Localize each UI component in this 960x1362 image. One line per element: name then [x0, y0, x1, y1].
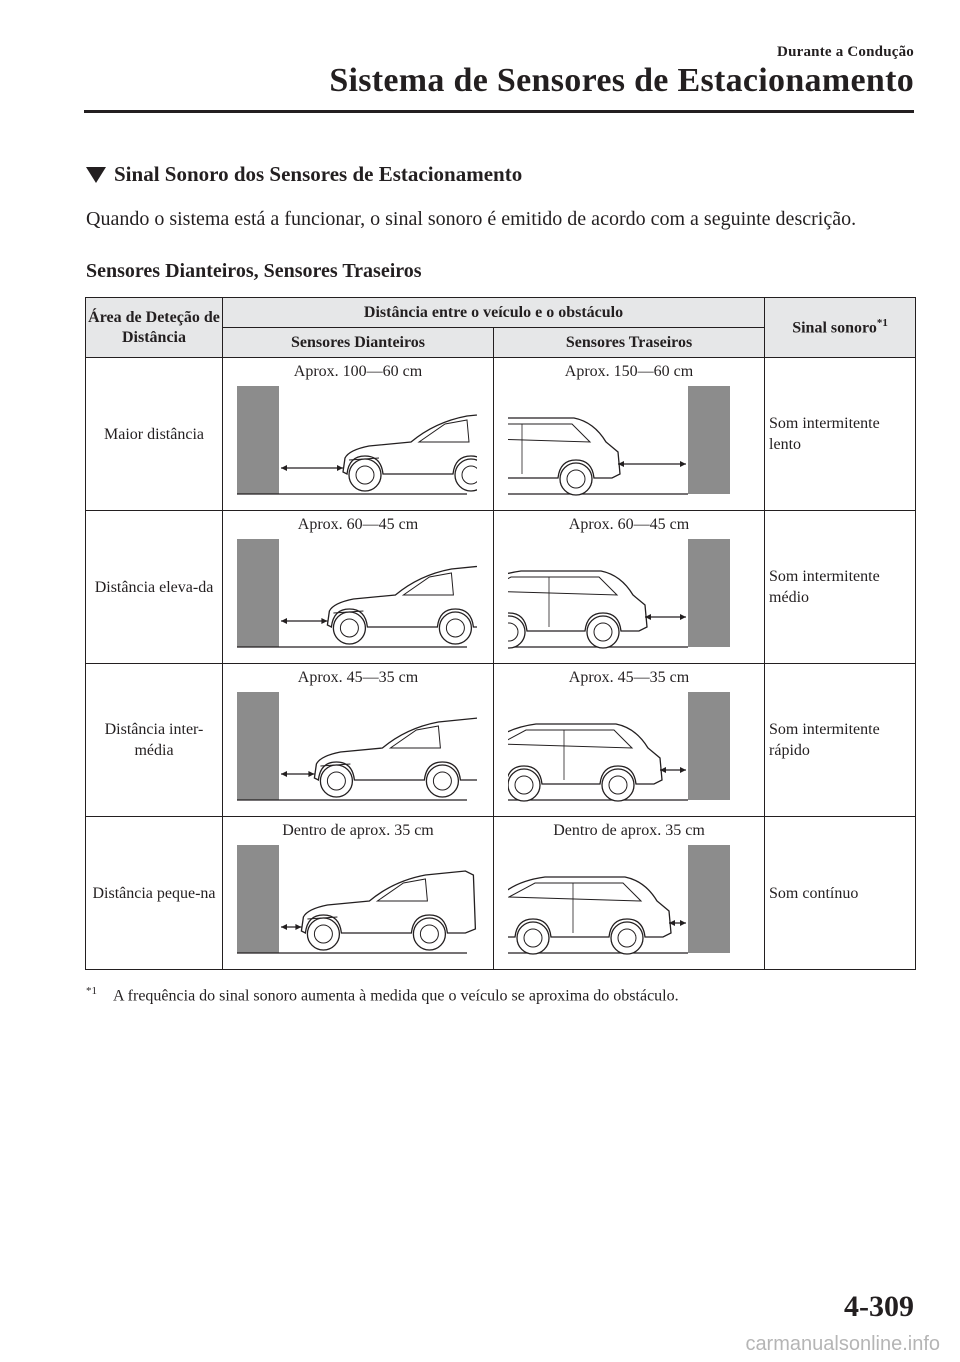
footnote-mark: *1: [86, 985, 97, 997]
front-cell: [223, 664, 494, 817]
front-car-diagram: [237, 386, 477, 498]
front-car-diagram: [237, 539, 477, 651]
sound-cell: Som intermitente rápido: [765, 664, 916, 817]
car-rear-view: [508, 877, 671, 954]
table-row: [86, 511, 916, 664]
obstacle-wall: [688, 845, 730, 953]
rear-cell: [494, 511, 765, 664]
area-cell: Distância inter-média: [86, 664, 223, 817]
car-rear-view: [508, 571, 647, 648]
car-rear-view: [508, 418, 620, 495]
subsection-title: Sensores Dianteiros, Sensores Traseiros: [86, 260, 422, 282]
car-rear-view: [508, 724, 662, 801]
area-cell: Maior distância: [86, 358, 223, 511]
table-row: [86, 358, 916, 511]
rear-car-diagram: [508, 539, 748, 651]
area-cell: Distância eleva-da: [86, 511, 223, 664]
front-distance: Aprox. 100―60 cm: [293, 363, 423, 380]
area-cell: Distância peque-na: [86, 817, 223, 970]
rear-distance: Aprox. 60―45 cm: [568, 516, 690, 533]
triangle-bullet-icon: [86, 167, 106, 183]
obstacle-wall: [237, 386, 279, 494]
sound-cell: Som intermitente médio: [765, 511, 916, 664]
front-distance: Aprox. 45―35 cm: [297, 669, 419, 686]
footnote: [86, 985, 679, 1005]
front-cell: [223, 817, 494, 970]
rear-distance: Aprox. 45―35 cm: [568, 669, 690, 686]
rear-cell: [494, 358, 765, 511]
intro-paragraph: Quando o sistema está a funcionar, o sinal sonoro é emitido de acordo com a seguinte descrição.: [86, 208, 857, 230]
front-car-diagram: [237, 692, 477, 804]
section-title: [86, 162, 522, 187]
table-row: [86, 664, 916, 817]
sound-cell: Som contínuo: [765, 817, 916, 970]
obstacle-wall: [237, 692, 279, 800]
section-title-text: Sinal Sonoro dos Sensores de Estacionamento: [114, 162, 523, 186]
car-front-view: [314, 718, 477, 797]
obstacle-wall: [688, 539, 730, 647]
rear-car-diagram: [508, 692, 748, 804]
obstacle-wall: [237, 845, 279, 953]
obstacle-wall: [237, 539, 279, 647]
rear-car-diagram: [508, 386, 748, 498]
header-sound: Sinal sonoro$^{*1}$: [765, 298, 916, 358]
front-distance: Dentro de aprox. 35 cm: [282, 822, 434, 839]
beep-table: [85, 297, 916, 970]
car-front-view: [301, 871, 475, 950]
footnote-ref: *1: [876, 317, 888, 330]
chapter-label: Durante a Condução: [777, 44, 914, 60]
rear-distance: Dentro de aprox. 35 cm: [553, 822, 705, 839]
header-rear: Sensores Traseiros: [494, 328, 765, 358]
header-rule: [84, 110, 914, 113]
front-cell: [223, 511, 494, 664]
front-car-diagram: [237, 845, 477, 957]
rear-distance: Aprox. 150―60 cm: [564, 363, 694, 380]
obstacle-wall: [688, 386, 730, 494]
rear-cell: [494, 817, 765, 970]
footnote-text: A frequência do sinal sonoro aumenta à medida que o veículo se aproxima do obstáculo.: [113, 987, 679, 1005]
front-distance: Aprox. 60―45 cm: [297, 516, 419, 533]
header-front: Sensores Dianteiros: [223, 328, 494, 358]
car-front-view: [343, 412, 477, 491]
sound-cell: Som intermitente lento: [765, 358, 916, 511]
rear-car-diagram: [508, 845, 748, 957]
header-distance: Distância entre o veículo e o obstáculo: [223, 298, 765, 328]
page-number: 4-309: [844, 1290, 914, 1323]
front-cell: [223, 358, 494, 511]
page-title: Sistema de Sensores de Estacionamento: [329, 62, 914, 99]
rear-cell: [494, 664, 765, 817]
table-row: [86, 817, 916, 970]
watermark: carmanualsonline.info: [745, 1333, 940, 1355]
header-area: Área de Deteção de Distância: [86, 298, 223, 358]
obstacle-wall: [688, 692, 730, 800]
car-front-view: [327, 565, 477, 644]
